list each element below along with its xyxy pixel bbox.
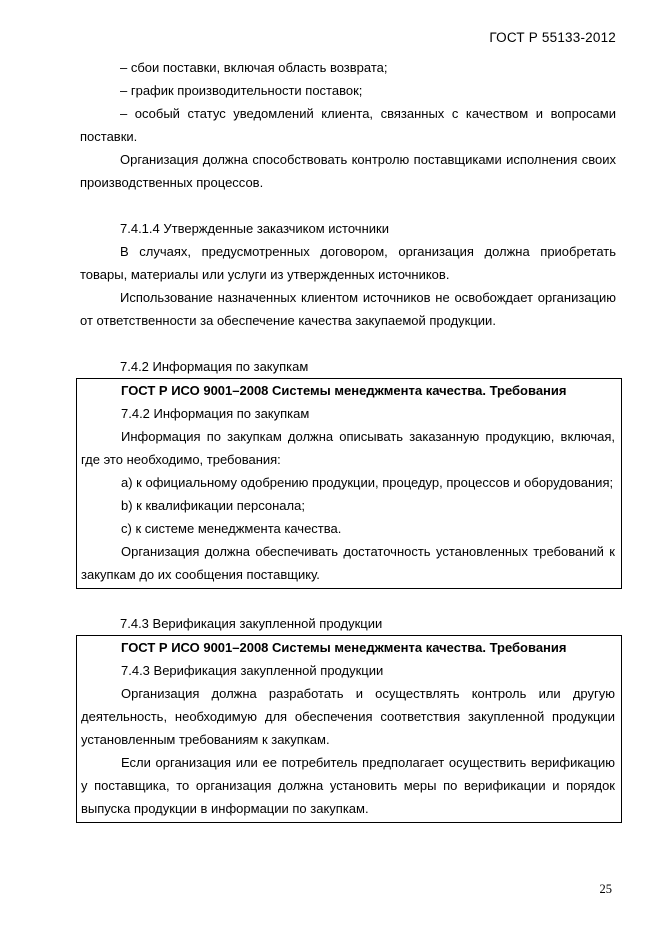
box-subheading: 7.4.3 Верификация закупленной продукции [121,663,384,678]
list-item: a) к официальному одобрению продукции, процедур, процессов и оборудования; [121,475,614,490]
box-title: ГОСТ Р ИСО 9001–2008 Системы менеджмента качества. Требования [121,383,567,398]
section-heading-7-4-3: 7.4.3 Верификация закупленной продукции [120,616,383,631]
page-number: 25 [599,882,612,896]
list-item: – сбои поставки, включая область возврата; [120,60,388,75]
paragraph: Информация по закупкам должна описывать заказанную продукцию, включая, где это необходимо, требования: [81,429,615,467]
quoted-standard-box-7-4-2 [76,378,622,589]
paragraph: Если организация или ее потребитель предполагает осуществить верификацию у поставщика, то организация должна установить меры по верификации и порядок выпуска продукции в информации по закупкам. [81,755,615,816]
standard-code-header: ГОСТ Р 55133-2012 [489,30,616,45]
section-heading-7-4-2: 7.4.2 Информация по закупкам [120,359,309,374]
paragraph: Использование назначенных клиентом источников не освобождает организацию от ответственности за обеспечение качества закупаемой продукции. [80,290,616,328]
paragraph: Организация должна разработать и осуществлять контроль или другую деятельность, необходимую для обеспечения соответствия закупленной продукции установленным требованиям к закупкам. [81,686,615,747]
page-content [80,56,616,823]
list-item: c) к системе менеджмента качества. [121,521,342,536]
paragraph: Организация должна способствовать контролю поставщиками исполнения своих производственных процессов. [80,152,616,190]
list-item: – график производительности поставок; [120,83,363,98]
paragraph: В случаях, предусмотренных договором, организация должна приобретать товары, материалы или услуги из утвержденных источников. [80,244,616,282]
section-heading-7-4-1-4: 7.4.1.4 Утвержденные заказчиком источники [120,221,389,236]
paragraph: Организация должна обеспечивать достаточность установленных требований к закупкам до их сообщения поставщику. [81,544,615,582]
box-title: ГОСТ Р ИСО 9001–2008 Системы менеджмента качества. Требования [121,640,567,655]
box-subheading: 7.4.2 Информация по закупкам [121,406,310,421]
quoted-standard-box-7-4-3 [76,635,622,823]
list-item: – особый статус уведомлений клиента, связанных с качеством и вопросами поставки. [80,106,616,144]
list-item: b) к квалификации персонала; [121,498,305,513]
